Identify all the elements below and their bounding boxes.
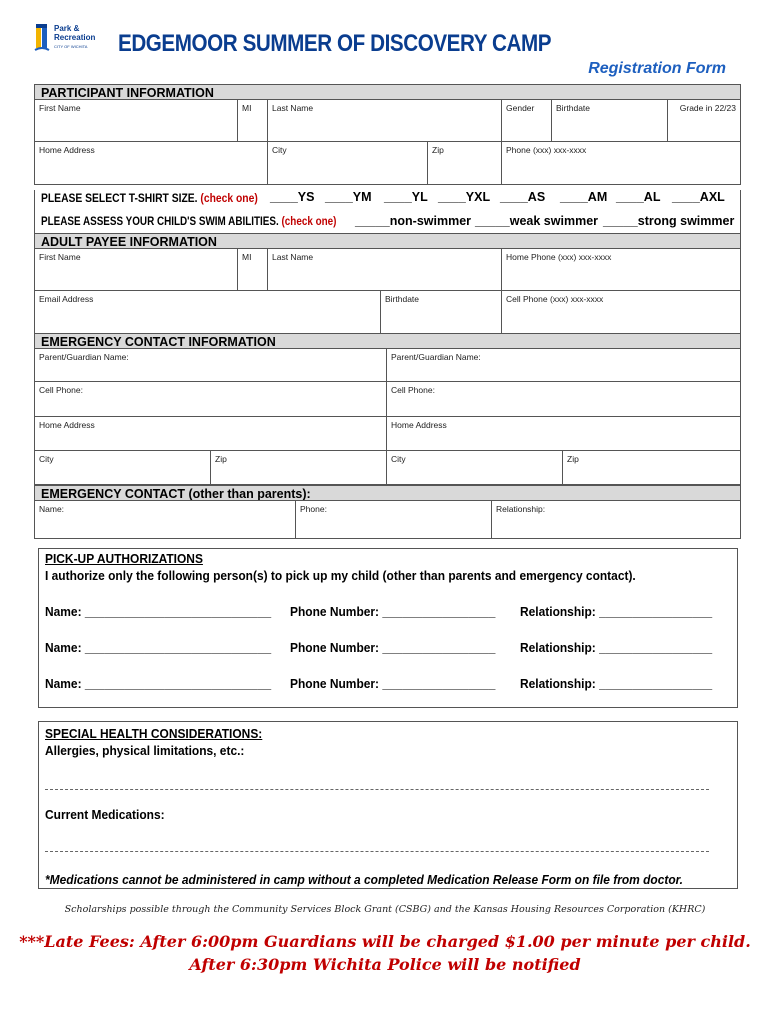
emergency-other-phone-field[interactable]	[296, 501, 492, 538]
participant-birthdate-field[interactable]	[552, 100, 668, 142]
pickup-3-name[interactable]: Name: ____________________________	[45, 676, 272, 691]
field-label: Cell Phone:	[39, 385, 83, 395]
guardian-2-cell-field[interactable]	[387, 382, 740, 417]
participant-address-field[interactable]	[35, 142, 268, 184]
logo-text-park: Park &	[54, 24, 80, 33]
allergies-label: Allergies, physical limitations, etc.:	[45, 743, 245, 758]
swim-option-strong-swimmer[interactable]: _____strong swimmer	[603, 214, 735, 228]
logo-text-city: CITY OF WICHITA	[54, 44, 88, 49]
field-label: First Name	[39, 252, 81, 262]
guardian-1-name-field[interactable]	[35, 349, 387, 382]
field-label: Birthdate	[556, 103, 591, 113]
health-box	[38, 721, 738, 889]
field-label: Gender	[506, 103, 535, 113]
tshirt-option-am[interactable]: ____AM	[560, 190, 608, 204]
pickup-3-phone[interactable]: Phone Number: _________________	[290, 676, 496, 691]
emergency-other-grid	[34, 500, 741, 539]
participant-grade-field[interactable]	[668, 100, 740, 142]
pickup-1-name[interactable]: Name: ____________________________	[45, 604, 272, 619]
pickup-3-relationship[interactable]: Relationship: _________________	[520, 676, 713, 691]
field-label: Cell Phone (xxx) xxx-xxxx	[506, 294, 604, 304]
tshirt-option-as[interactable]: ____AS	[500, 190, 546, 204]
payee-mi-field[interactable]	[238, 249, 268, 291]
field-label: City	[391, 454, 406, 464]
guardian-1-cell-field[interactable]	[35, 382, 387, 417]
payee-last-name-field[interactable]	[268, 249, 502, 291]
swim-option-weak-swimmer[interactable]: _____weak swimmer	[475, 214, 599, 228]
payee-first-name-field[interactable]	[35, 249, 238, 291]
field-label: Zip	[567, 454, 579, 464]
payee-cell-phone-field[interactable]	[502, 291, 740, 333]
tshirt-option-yxl[interactable]: ____YXL	[438, 190, 491, 204]
pickup-2-relationship[interactable]: Relationship: _________________	[520, 640, 713, 655]
payee-email-field[interactable]	[35, 291, 381, 333]
guardian-2-address-field[interactable]	[387, 417, 740, 451]
participant-gender-field[interactable]	[502, 100, 552, 142]
field-label: Home Phone (xxx) xxx-xxxx	[506, 252, 612, 262]
field-label: MI	[242, 103, 252, 113]
field-label: Relationship:	[496, 504, 546, 514]
pickup-1-phone[interactable]: Phone Number: _________________	[290, 604, 496, 619]
emergency-other-name-field[interactable]	[35, 501, 296, 538]
guardian-2-city-field[interactable]	[387, 451, 563, 484]
swim-label: PLEASE ASSESS YOUR CHILD'S SWIM ABILITIES.	[41, 216, 279, 228]
field-label: Email Address	[39, 294, 94, 304]
health-header: SPECIAL HEALTH CONSIDERATIONS:	[45, 726, 263, 741]
field-label: Birthdate	[385, 294, 420, 304]
guardian-1-zip-field[interactable]	[211, 451, 387, 484]
field-label: Parent/Guardian Name:	[391, 352, 481, 362]
participant-mi-field[interactable]	[238, 100, 268, 142]
participant-grid	[34, 99, 741, 185]
participant-phone-field[interactable]	[502, 142, 740, 184]
payee-section-header: ADULT PAYEE INFORMATION	[34, 233, 741, 249]
pickup-2-name[interactable]: Name: ____________________________	[45, 640, 272, 655]
guardian-2-zip-field[interactable]	[563, 451, 740, 484]
allergies-line[interactable]	[45, 788, 709, 790]
participant-section-header: PARTICIPANT INFORMATION	[34, 84, 741, 100]
field-label: Zip	[432, 145, 444, 155]
payee-birthdate-field[interactable]	[381, 291, 502, 333]
emergency-other-relationship-field[interactable]	[492, 501, 740, 538]
field-label: Cell Phone:	[391, 385, 435, 395]
guardian-1-address-field[interactable]	[35, 417, 387, 451]
guardian-1-city-field[interactable]	[35, 451, 211, 484]
pickup-1-relationship[interactable]: Relationship: _________________	[520, 604, 713, 619]
tshirt-option-axl[interactable]: ____AXL	[672, 190, 725, 204]
tshirt-option-ym[interactable]: ____YM	[325, 190, 372, 204]
park-recreation-logo	[34, 22, 114, 54]
pickup-header: PICK-UP AUTHORIZATIONS	[45, 551, 203, 566]
field-label: Grade in 22/23	[679, 103, 736, 113]
guardian-2-name-field[interactable]	[387, 349, 740, 382]
medications-label: Current Medications:	[45, 807, 165, 822]
field-label: MI	[242, 252, 252, 262]
field-label: Name:	[39, 504, 65, 514]
page-title: EDGEMOOR SUMMER OF DISCOVERY CAMP	[118, 30, 552, 57]
tshirt-label: PLEASE SELECT T-SHIRT SIZE.	[41, 191, 198, 205]
emergency-section-header: EMERGENCY CONTACT INFORMATION	[34, 333, 741, 349]
payee-grid	[34, 248, 741, 334]
tshirt-option-ys[interactable]: ____YS	[270, 190, 315, 204]
scholarship-note: Scholarships possible through the Community Services Block Grant (CSBG) and the Kansas Housing Resources Corporation (KHRC)	[64, 904, 706, 915]
field-label: First Name	[39, 103, 81, 113]
logo-text-recreation: Recreation	[54, 33, 96, 42]
tshirt-option-yl[interactable]: ____YL	[384, 190, 428, 204]
field-label: Home Address	[39, 145, 95, 155]
participant-first-name-field[interactable]	[35, 100, 238, 142]
field-label: Parent/Guardian Name:	[39, 352, 129, 362]
medication-note: *Medications cannot be administered in camp without a completed Medication Release Form on file from doctor.	[45, 872, 683, 887]
late-fee-line-2: After 6:30pm Wichita Police will be notified	[189, 955, 581, 974]
payee-home-phone-field[interactable]	[502, 249, 740, 291]
field-label: Last Name	[272, 103, 314, 113]
swim-option-non-swimmer[interactable]: _____non-swimmer	[355, 214, 472, 228]
emergency-grid	[34, 348, 741, 485]
participant-last-name-field[interactable]	[268, 100, 502, 142]
field-label: Home Address	[391, 420, 447, 430]
pickup-box	[38, 548, 738, 708]
pickup-2-phone[interactable]: Phone Number: _________________	[290, 640, 496, 655]
field-label: Last Name	[272, 252, 314, 262]
participant-city-field[interactable]	[268, 142, 428, 184]
field-label: Phone:	[300, 504, 327, 514]
field-label: Home Address	[39, 420, 95, 430]
tshirt-option-al[interactable]: ____AL	[616, 190, 661, 204]
field-label: Zip	[215, 454, 227, 464]
tshirt-check-one: (check one)	[200, 191, 258, 205]
emergency-other-section-header: EMERGENCY CONTACT (other than parents):	[34, 485, 741, 501]
medications-line[interactable]	[45, 850, 709, 852]
pickup-statement: I authorize only the following person(s) to pick up my child (other than parents and emergency contact).	[45, 568, 636, 583]
form-subtitle: Registration Form	[588, 60, 726, 77]
field-label: Phone (xxx) xxx-xxxx	[506, 145, 587, 155]
late-fee-line-1: ***Late Fees: After 6:00pm Guardians will be charged $1.00 per minute per child.	[19, 932, 751, 951]
swim-check-one: (check one)	[281, 216, 337, 228]
field-label: City	[39, 454, 54, 464]
participant-zip-field[interactable]	[428, 142, 502, 184]
field-label: City	[272, 145, 287, 155]
